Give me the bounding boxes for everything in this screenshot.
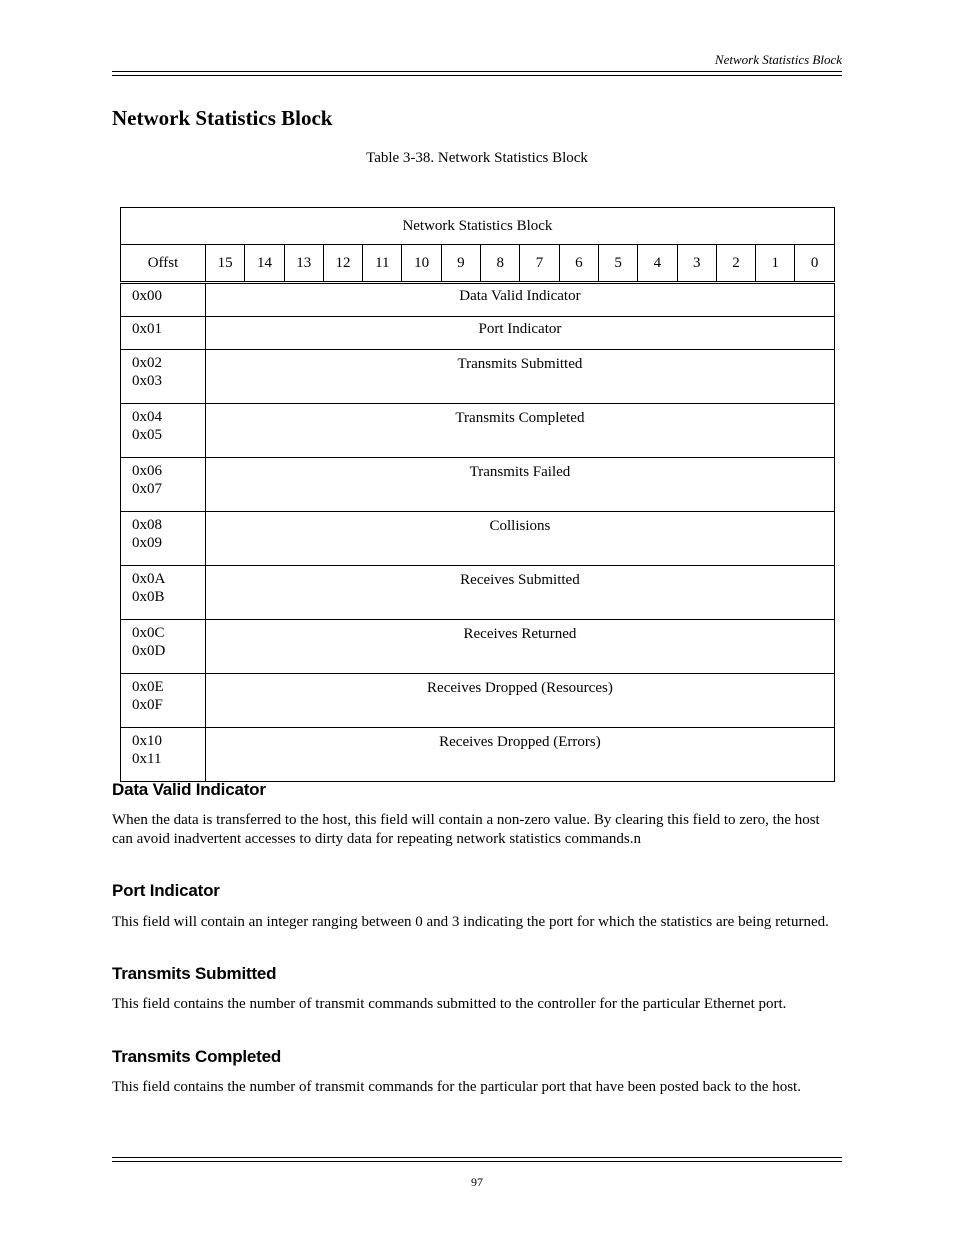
offset-value: 0x00 xyxy=(132,288,162,304)
offset-value: 0x0E xyxy=(132,679,164,695)
offset-value: 0x02 xyxy=(132,355,162,371)
field-name: Collisions xyxy=(206,512,835,566)
offset-cell xyxy=(121,512,206,566)
table-header-row xyxy=(121,245,835,283)
bit-header: 15 xyxy=(206,245,245,283)
bit-header: 6 xyxy=(559,245,598,283)
header-rule xyxy=(112,75,842,76)
table-row xyxy=(121,317,835,350)
offset-cell xyxy=(121,458,206,512)
offset-value: 0x11 xyxy=(132,751,162,767)
table-caption: Table 3-38. Network Statistics Block xyxy=(366,150,588,166)
header-rule xyxy=(112,71,842,72)
paragraph-data-valid-indicator: When the data is transferred to the host, this field will contain a non-zero value. By clearing this field to zero, the host can avoid inadvertent accesses to dirty data for repeating network statistics commands.n xyxy=(112,812,820,847)
footer-rule xyxy=(112,1157,842,1158)
field-name: Receives Submitted xyxy=(206,566,835,620)
offset-cell xyxy=(121,283,206,317)
bit-header: 14 xyxy=(245,245,284,283)
bit-header: 7 xyxy=(520,245,559,283)
bit-header: 12 xyxy=(323,245,362,283)
offset-value: 0x09 xyxy=(132,535,162,551)
bit-header: 13 xyxy=(284,245,323,283)
offset-value: 0x05 xyxy=(132,427,162,443)
offset-value: 0x08 xyxy=(132,517,162,533)
table-title: Network Statistics Block xyxy=(121,208,835,245)
field-name: Receives Dropped (Errors) xyxy=(206,728,835,782)
field-name: Receives Dropped (Resources) xyxy=(206,674,835,728)
paragraph-transmits-completed: This field contains the number of transmit commands for the particular port that have been posted back to the host. xyxy=(112,1079,801,1095)
network-statistics-table xyxy=(120,207,835,782)
field-name: Transmits Failed xyxy=(206,458,835,512)
footer-rule xyxy=(112,1161,842,1162)
bit-header: 4 xyxy=(638,245,677,283)
field-name: Receives Returned xyxy=(206,620,835,674)
field-name: Transmits Completed xyxy=(206,404,835,458)
table-row xyxy=(121,512,835,566)
table-row xyxy=(121,566,835,620)
offset-value: 0x04 xyxy=(132,409,162,425)
table-row xyxy=(121,620,835,674)
field-name: Data Valid Indicator xyxy=(206,283,835,317)
offset-cell xyxy=(121,566,206,620)
offset-value: 0x10 xyxy=(132,733,162,749)
offset-value: 0x03 xyxy=(132,373,162,389)
offset-cell xyxy=(121,728,206,782)
table-row xyxy=(121,350,835,404)
paragraph-port-indicator: This field will contain an integer ranging between 0 and 3 indicating the port for which the statistics are being returned. xyxy=(112,914,829,930)
table-row xyxy=(121,674,835,728)
heading-port-indicator: Port Indicator xyxy=(112,881,220,900)
offset-value: 0x0D xyxy=(132,643,166,659)
table-row xyxy=(121,404,835,458)
table-row xyxy=(121,283,835,317)
bit-header: 11 xyxy=(363,245,402,283)
offset-cell xyxy=(121,620,206,674)
bit-header: 0 xyxy=(795,245,834,283)
table-title-row xyxy=(121,208,835,245)
field-name: Port Indicator xyxy=(206,317,835,350)
bit-header: 9 xyxy=(441,245,480,283)
section-title: Network Statistics Block xyxy=(112,106,333,130)
offset-value: 0x06 xyxy=(132,463,162,479)
table-row xyxy=(121,728,835,782)
bit-header: 3 xyxy=(677,245,716,283)
bit-header: 1 xyxy=(756,245,795,283)
bit-header: 10 xyxy=(402,245,441,283)
offset-value: 0x0F xyxy=(132,697,163,713)
offset-cell xyxy=(121,674,206,728)
heading-data-valid-indicator: Data Valid Indicator xyxy=(112,780,266,799)
offset-column-header: Offst xyxy=(121,245,206,283)
bit-header: 5 xyxy=(598,245,637,283)
table-row xyxy=(121,458,835,512)
page-number: 97 xyxy=(471,1175,483,1189)
running-header: Network Statistics Block xyxy=(714,52,842,67)
offset-cell xyxy=(121,404,206,458)
field-name: Transmits Submitted xyxy=(206,350,835,404)
offset-value: 0x07 xyxy=(132,481,162,497)
heading-transmits-submitted: Transmits Submitted xyxy=(112,964,277,983)
offset-value: 0x0A xyxy=(132,571,166,587)
bit-header: 8 xyxy=(481,245,520,283)
offset-cell xyxy=(121,317,206,350)
offset-value: 0x0B xyxy=(132,589,165,605)
paragraph-transmits-submitted: This field contains the number of transmit commands submitted to the controller for the particular Ethernet port. xyxy=(112,996,787,1012)
offset-cell xyxy=(121,350,206,404)
offset-value: 0x0C xyxy=(132,625,165,641)
bit-header: 2 xyxy=(716,245,755,283)
heading-transmits-completed: Transmits Completed xyxy=(112,1047,282,1066)
offset-value: 0x01 xyxy=(132,321,162,337)
